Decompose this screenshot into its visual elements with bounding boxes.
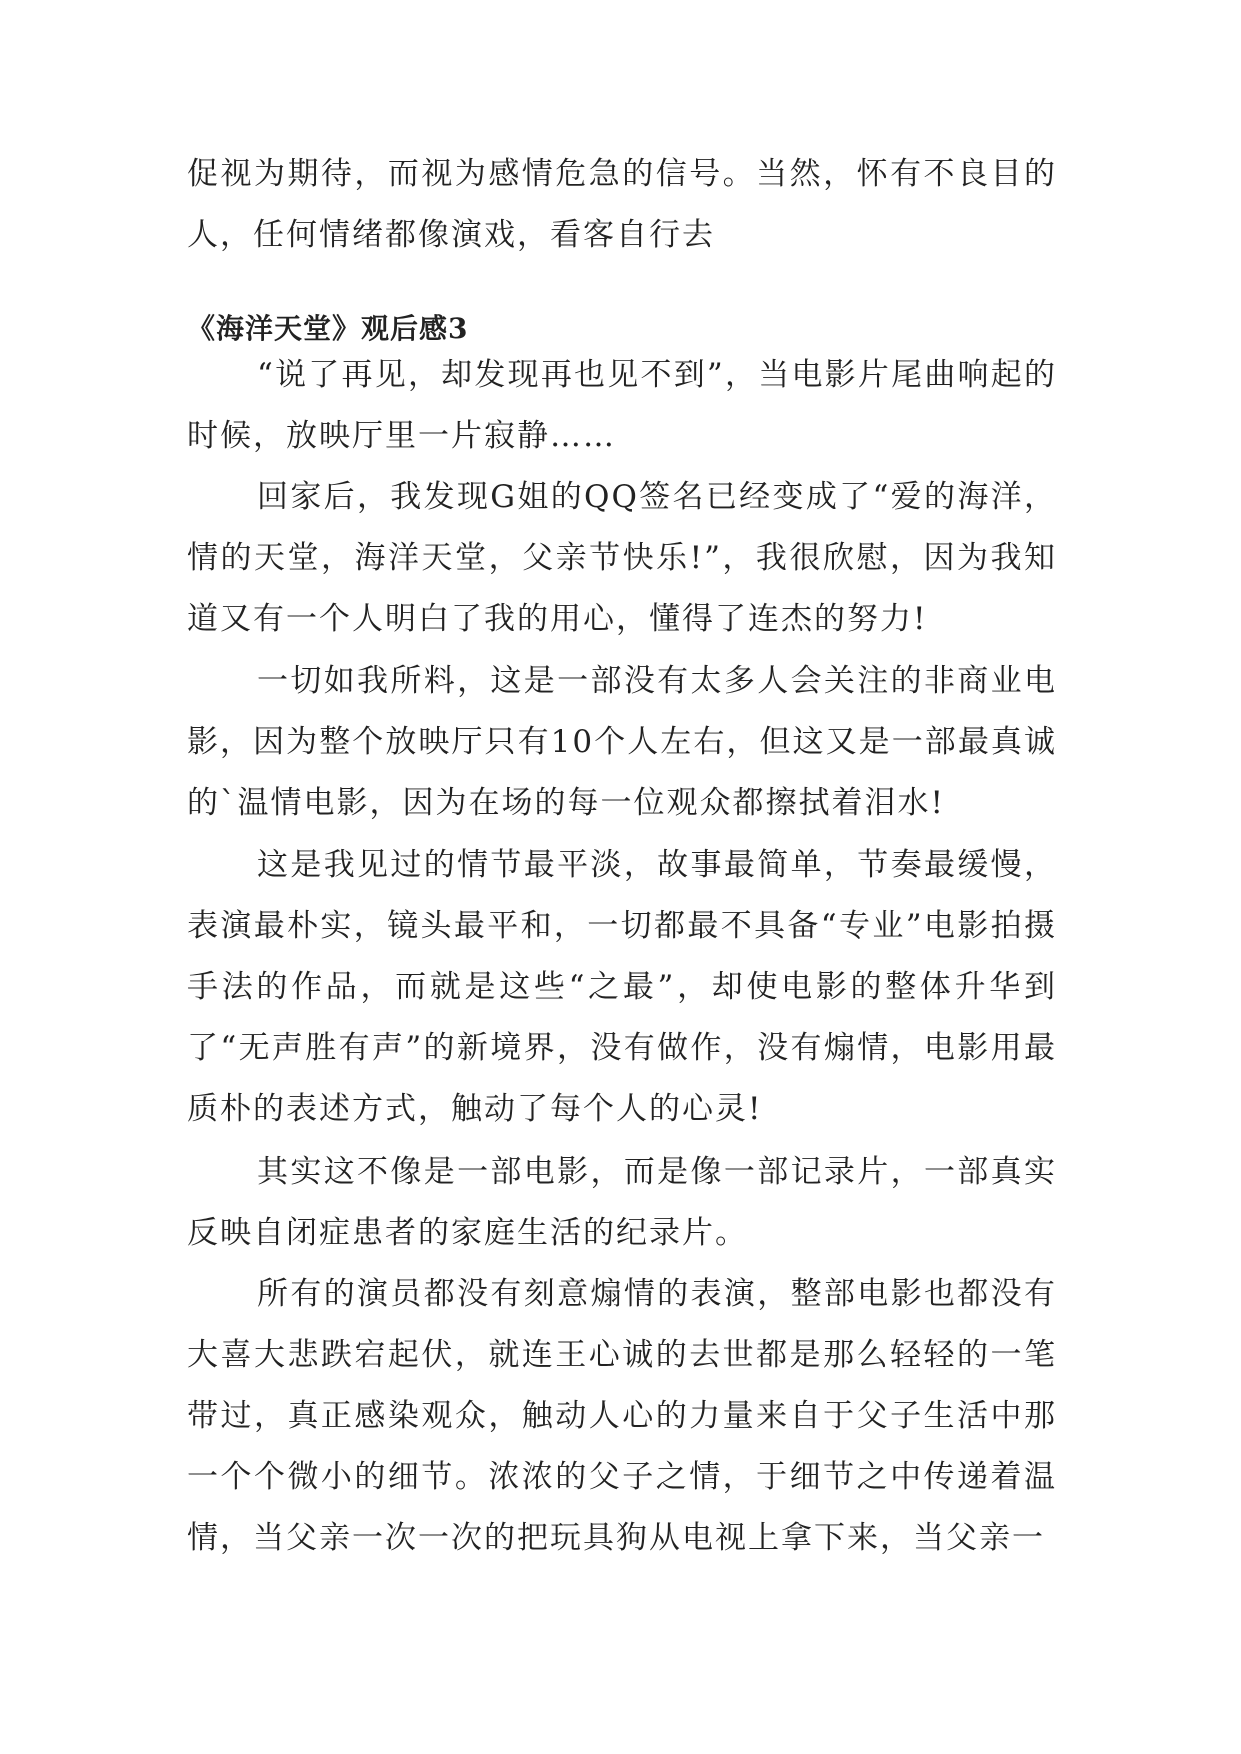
paragraph-2: 回家后，我发现G姐的QQ签名已经变成了“爱的海洋，情的天堂，海洋天堂，父亲节快乐!”，我很欣慰，因为我知道又有一个人明白了我的用心，懂得了连杰的努力! [187, 479, 1057, 637]
paragraph-4: 这是我见过的情节最平淡，故事最简单，节奏最缓慢，表演最朴实，镜头最平和，一切都最不具备“专业”电影拍摄手法的作品，而就是这些“之最”，却使电影的整体升华到了“无声胜有声”的新境界，没有做作，没有煽情，电影用最质朴的表述方式，触动了每个人的心灵! [187, 847, 1057, 1127]
intro-paragraph: 促视为期待，而视为感情危急的信号。当然，怀有不良目的人，任何情绪都像演戏，看客自行去 [187, 156, 1057, 253]
paragraph-3: 一切如我所料，这是一部没有太多人会关注的非商业电影，因为整个放映厅只有10个人左右，但这又是一部最真诚的`温情电影，因为在场的每一位观众都擦拭着泪水! [187, 663, 1057, 821]
section-title: 《海洋天堂》观后感3 [187, 312, 469, 345]
paragraph-1: “说了再见，却发现再也见不到”，当电影片尾曲响起的时候，放映厅里一片寂静…… [187, 357, 1057, 454]
paragraph-6: 所有的演员都没有刻意煽情的表演，整部电影也都没有大喜大悲跌宕起伏，就连王心诚的去世都是那么轻轻的一笔带过，真正感染观众，触动人心的力量来自于父子生活中那一个个微小的细节。浓浓的父子之情，于细节之中传递着温情，当父亲一次一次的把玩具狗从电视上拿下来，当父亲一 [187, 1276, 1057, 1556]
paragraph-5: 其实这不像是一部电影，而是像一部记录片，一部真实反映自闭症患者的家庭生活的纪录片。 [187, 1154, 1057, 1251]
